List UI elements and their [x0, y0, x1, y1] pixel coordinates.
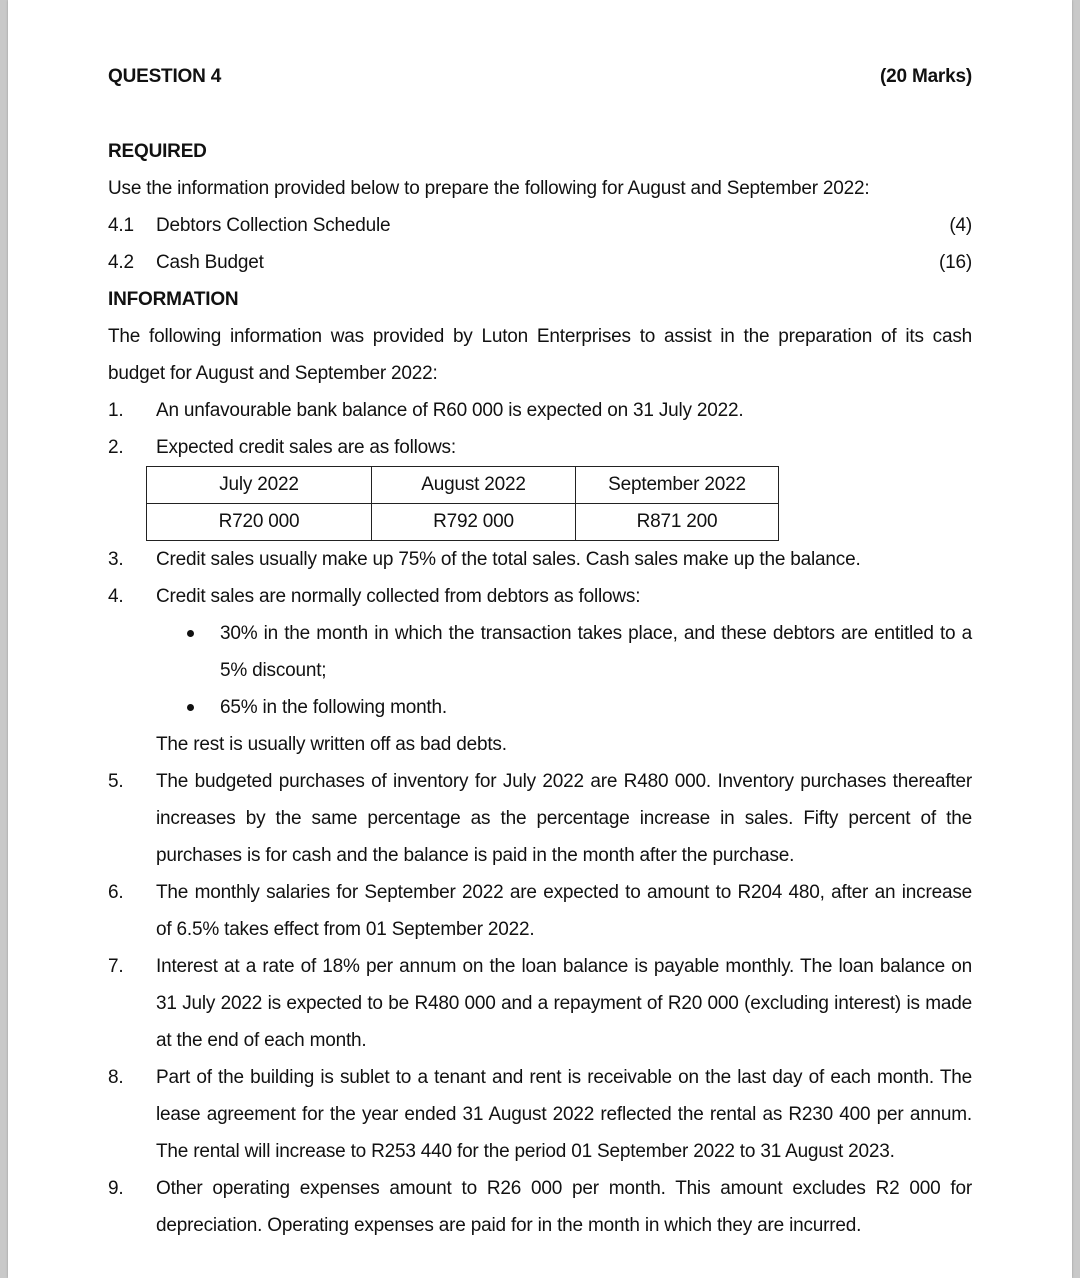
info-item-number: 2.: [108, 437, 124, 458]
info-item-8: [108, 1059, 972, 1170]
required-intro: Use the information provided below to prepare the following for August and September 2022:: [108, 178, 870, 199]
table-header-cell: September 2022: [576, 467, 779, 504]
info-item-text: Credit sales usually make up 75% of the total sales. Cash sales make up the balance.: [156, 549, 861, 570]
info-item-number: 6.: [108, 882, 124, 903]
information-list-continued: [108, 541, 972, 615]
table-cell: R720 000: [147, 504, 372, 541]
required-item-text: Cash Budget: [156, 252, 264, 273]
collection-details: [108, 615, 972, 763]
info-item-text: An unfavourable bank balance of R60 000 is expected on 31 July 2022.: [156, 400, 744, 421]
document-page: [8, 0, 1072, 1278]
info-item-number: 3.: [108, 549, 124, 570]
info-item-text: The monthly salaries for September 2022 are expected to amount to R204 480, after an increase of 6.5% takes effect from 01 September 2022.: [156, 882, 972, 940]
required-heading: REQUIRED: [108, 141, 207, 162]
table-cell: R792 000: [372, 504, 576, 541]
info-item-text: The budgeted purchases of inventory for July 2022 are R480 000. Inventory purchases thereafter increases by the same percentage as the percentage increase in sales. Fifty percent of the purchases is for cash and the balance is paid in the month after the purchase.: [156, 771, 972, 866]
information-intro: The following information was provided by Luton Enterprises to assist in the preparation of its cash budget for August and September 2022:: [108, 326, 972, 384]
info-item-5: [108, 763, 972, 874]
table-header-cell: July 2022: [147, 467, 372, 504]
collection-bullet-text: 65% in the following month.: [220, 697, 447, 718]
info-item-text: Interest at a rate of 18% per annum on the loan balance is payable monthly. The loan balance on 31 July 2022 is expected to be R480 000 and a repayment of R20 000 (excluding interest) is made at the end of each month.: [156, 956, 972, 1051]
information-heading: INFORMATION: [108, 289, 239, 310]
info-item-6: [108, 874, 972, 948]
collection-bullet: [156, 615, 972, 689]
info-item-1: [108, 392, 972, 429]
question-title: QUESTION 4: [108, 66, 222, 87]
required-item-number: 4.1: [108, 215, 134, 236]
total-marks: (20 Marks): [880, 66, 972, 87]
question-header: [108, 58, 972, 95]
table-header-row: [147, 467, 779, 504]
info-item-text: Expected credit sales are as follows:: [156, 437, 456, 458]
collection-bullets: [156, 615, 972, 726]
info-item-4: [108, 578, 972, 615]
info-item-number: 7.: [108, 956, 124, 977]
info-item-number: 9.: [108, 1178, 124, 1199]
table-header-cell: August 2022: [372, 467, 576, 504]
document-content: [108, 58, 972, 1244]
required-item-number: 4.2: [108, 252, 134, 273]
info-item-number: 5.: [108, 771, 124, 792]
collection-bullet-text: 30% in the month in which the transaction takes place, and these debtors are entitled to a 5% discount;: [220, 623, 972, 681]
info-item-7: [108, 948, 972, 1059]
info-item-number: 1.: [108, 400, 124, 421]
info-item-text: Other operating expenses amount to R26 000 per month. This amount excludes R2 000 for depreciation. Operating expenses are paid for in the month in which they are incurred.: [156, 1178, 972, 1236]
info-item-9: [108, 1170, 972, 1244]
bullet-icon: [156, 615, 220, 689]
information-list: [108, 392, 972, 466]
info-item-number: 8.: [108, 1067, 124, 1088]
required-item-marks: (16): [939, 252, 972, 273]
bullet-icon: [156, 689, 220, 726]
bad-debts-note: The rest is usually written off as bad debts.: [156, 734, 507, 755]
required-item-4-1: [108, 207, 972, 244]
required-item-text: Debtors Collection Schedule: [156, 215, 391, 236]
collection-bullet: [156, 689, 972, 726]
credit-sales-table: [146, 466, 779, 541]
required-item-marks: (4): [949, 215, 972, 236]
info-item-3: [108, 541, 972, 578]
info-item-text: Credit sales are normally collected from debtors as follows:: [156, 586, 641, 607]
table-cell: R871 200: [576, 504, 779, 541]
required-item-4-2: [108, 244, 972, 281]
table-row: [147, 504, 779, 541]
info-item-number: 4.: [108, 586, 124, 607]
info-item-text: Part of the building is sublet to a tenant and rent is receivable on the last day of each month. The lease agreement for the year ended 31 August 2022 reflected the rental as R230 400 per annum. The rental will increase to R253 440 for the period 01 September 2022 to 31 August 2023.: [156, 1067, 972, 1162]
information-list-remaining: [108, 763, 972, 1244]
info-item-2: [108, 429, 972, 466]
